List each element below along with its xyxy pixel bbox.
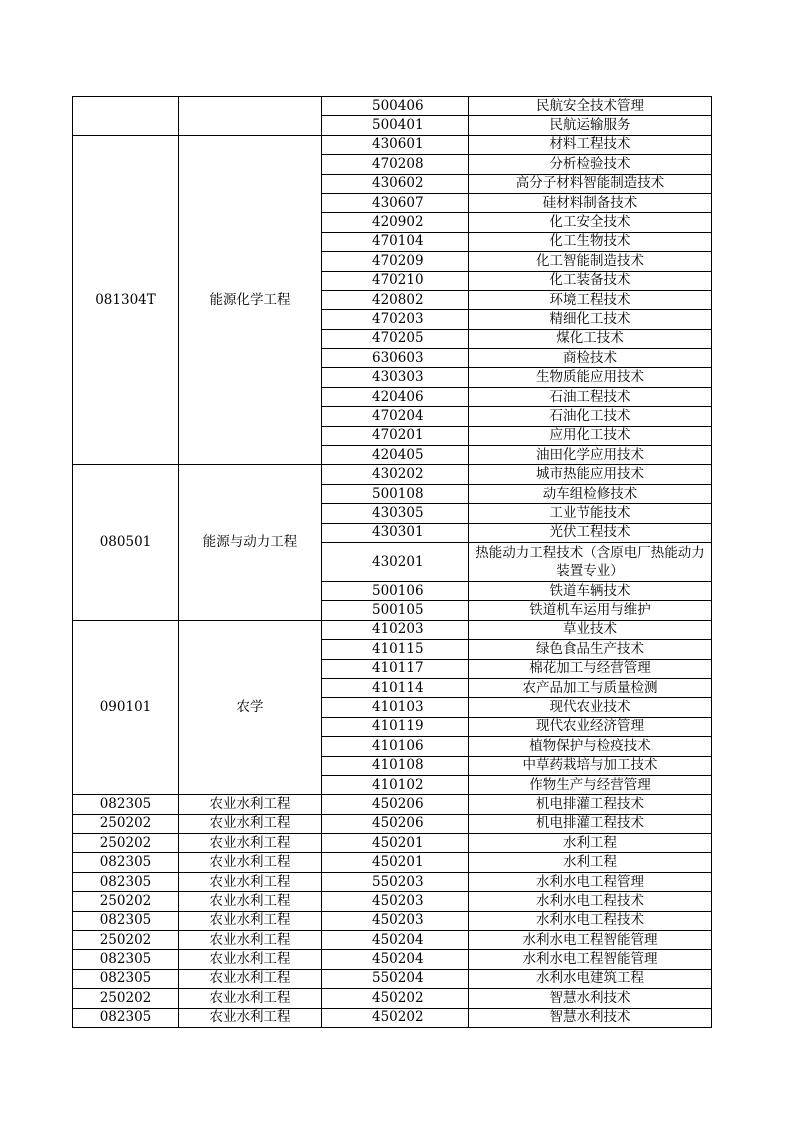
vocational-code-cell: 410119 [322,717,469,736]
vocational-major-cell: 机电排灌工程技术 [469,814,712,833]
vocational-major-cell: 材料工程技术 [469,135,712,154]
vocational-code-cell: 430202 [322,465,469,484]
undergrad-code-cell: 250202 [73,931,179,950]
vocational-major-cell: 环境工程技术 [469,290,712,309]
vocational-code-cell: 550204 [322,969,469,988]
vocational-major-cell: 中草药栽培与加工技术 [469,756,712,775]
vocational-code-cell: 470209 [322,252,469,271]
vocational-code-cell: 500406 [322,97,469,116]
vocational-major-cell: 化工装备技术 [469,271,712,290]
vocational-code-cell: 550203 [322,872,469,891]
vocational-code-cell: 470203 [322,310,469,329]
vocational-major-cell: 水利水电工程技术 [469,892,712,911]
undergrad-major-cell: 农业水利工程 [179,834,322,853]
undergrad-code-cell: 081304T [73,135,179,465]
vocational-major-cell: 机电排灌工程技术 [469,795,712,814]
undergrad-major-cell: 农业水利工程 [179,989,322,1008]
undergrad-major-cell: 农业水利工程 [179,853,322,872]
vocational-major-cell: 硅材料制备技术 [469,193,712,212]
undergrad-major-cell: 能源化学工程 [179,135,322,465]
vocational-code-cell: 500106 [322,581,469,600]
undergrad-code-cell: 250202 [73,989,179,1008]
vocational-major-cell: 精细化工技术 [469,310,712,329]
undergrad-code-cell [73,97,179,136]
vocational-major-cell: 民航安全技术管理 [469,97,712,116]
table-row [73,892,712,911]
undergrad-major-cell [179,97,322,136]
undergrad-code-cell: 090101 [73,620,179,795]
vocational-code-cell: 450206 [322,795,469,814]
vocational-major-cell: 动车组检修技术 [469,484,712,503]
undergrad-major-cell: 能源与动力工程 [179,465,322,620]
vocational-code-cell: 470201 [322,426,469,445]
undergrad-code-cell: 250202 [73,814,179,833]
vocational-code-cell: 410114 [322,678,469,697]
vocational-major-cell: 石油工程技术 [469,387,712,406]
table-row [73,465,712,484]
undergrad-major-cell: 农业水利工程 [179,911,322,930]
table-row [73,931,712,950]
table-row [73,795,712,814]
vocational-major-cell: 化工生物技术 [469,232,712,251]
table-row [73,853,712,872]
vocational-code-cell: 470204 [322,407,469,426]
vocational-code-cell: 410115 [322,640,469,659]
table-row [73,620,712,639]
undergrad-code-cell: 082305 [73,795,179,814]
vocational-code-cell: 420405 [322,446,469,465]
vocational-code-cell: 470208 [322,155,469,174]
vocational-code-cell: 420802 [322,290,469,309]
vocational-code-cell: 470205 [322,329,469,348]
vocational-major-cell: 热能动力工程技术（含原电厂热能动力装置专业） [469,542,712,581]
vocational-major-cell: 水利工程 [469,834,712,853]
vocational-major-cell: 水利水电建筑工程 [469,969,712,988]
undergrad-code-cell: 082305 [73,1008,179,1027]
vocational-major-cell: 现代农业经济管理 [469,717,712,736]
vocational-code-cell: 450204 [322,931,469,950]
vocational-major-cell: 现代农业技术 [469,698,712,717]
vocational-major-cell: 铁道车辆技术 [469,581,712,600]
undergrad-major-cell: 农业水利工程 [179,814,322,833]
vocational-code-cell: 430201 [322,542,469,581]
vocational-major-cell: 城市热能应用技术 [469,465,712,484]
vocational-code-cell: 410102 [322,775,469,794]
table-row [73,97,712,116]
undergrad-major-cell: 农业水利工程 [179,872,322,891]
vocational-code-cell: 420902 [322,213,469,232]
vocational-code-cell: 410203 [322,620,469,639]
vocational-major-cell: 工业节能技术 [469,504,712,523]
vocational-code-cell: 500108 [322,484,469,503]
undergrad-code-cell: 082305 [73,969,179,988]
vocational-major-cell: 棉花加工与经营管理 [469,659,712,678]
vocational-major-cell: 智慧水利技术 [469,989,712,1008]
vocational-code-cell: 450203 [322,892,469,911]
vocational-code-cell: 430602 [322,174,469,193]
vocational-major-cell: 绿色食品生产技术 [469,640,712,659]
vocational-major-cell: 植物保护与检疫技术 [469,737,712,756]
vocational-code-cell: 430303 [322,368,469,387]
undergrad-major-cell: 农业水利工程 [179,795,322,814]
vocational-code-cell: 430607 [322,193,469,212]
vocational-major-cell: 应用化工技术 [469,426,712,445]
undergrad-code-cell: 082305 [73,872,179,891]
vocational-code-cell: 410106 [322,737,469,756]
vocational-code-cell: 450201 [322,853,469,872]
undergrad-code-cell: 082305 [73,911,179,930]
undergrad-code-cell: 250202 [73,834,179,853]
vocational-code-cell: 420406 [322,387,469,406]
vocational-code-cell: 630603 [322,349,469,368]
table-row [73,911,712,930]
vocational-code-cell: 450203 [322,911,469,930]
vocational-major-cell: 水利水电工程智能管理 [469,950,712,969]
undergrad-code-cell: 250202 [73,892,179,911]
vocational-major-cell: 高分子材料智能制造技术 [469,174,712,193]
table-row [73,989,712,1008]
vocational-code-cell: 450201 [322,834,469,853]
vocational-code-cell: 470210 [322,271,469,290]
table-row [73,1008,712,1027]
undergrad-major-cell: 农业水利工程 [179,950,322,969]
vocational-code-cell: 500105 [322,601,469,620]
vocational-code-cell: 430301 [322,523,469,542]
vocational-major-cell: 石油化工技术 [469,407,712,426]
undergrad-major-cell: 农业水利工程 [179,1008,322,1027]
vocational-code-cell: 450204 [322,950,469,969]
vocational-code-cell: 430305 [322,504,469,523]
major-mapping-table [72,96,712,1028]
vocational-major-cell: 油田化学应用技术 [469,446,712,465]
vocational-code-cell: 500401 [322,116,469,135]
vocational-major-cell: 作物生产与经营管理 [469,775,712,794]
vocational-major-cell: 水利水电工程技术 [469,911,712,930]
vocational-major-cell: 水利水电工程智能管理 [469,931,712,950]
undergrad-major-cell: 农业水利工程 [179,892,322,911]
vocational-major-cell: 生物质能应用技术 [469,368,712,387]
undergrad-major-cell: 农业水利工程 [179,931,322,950]
table-row [73,814,712,833]
vocational-code-cell: 430601 [322,135,469,154]
vocational-code-cell: 450202 [322,989,469,1008]
vocational-code-cell: 450206 [322,814,469,833]
undergrad-major-cell: 农业水利工程 [179,969,322,988]
vocational-major-cell: 水利工程 [469,853,712,872]
vocational-major-cell: 煤化工技术 [469,329,712,348]
table-row [73,135,712,154]
vocational-code-cell: 470104 [322,232,469,251]
table-row [73,950,712,969]
vocational-major-cell: 民航运输服务 [469,116,712,135]
table-row [73,872,712,891]
vocational-major-cell: 商检技术 [469,349,712,368]
vocational-major-cell: 化工智能制造技术 [469,252,712,271]
undergrad-code-cell: 082305 [73,950,179,969]
vocational-major-cell: 化工安全技术 [469,213,712,232]
vocational-major-cell: 农产品加工与质量检测 [469,678,712,697]
vocational-major-cell: 智慧水利技术 [469,1008,712,1027]
table-row [73,834,712,853]
vocational-code-cell: 410108 [322,756,469,775]
vocational-code-cell: 450202 [322,1008,469,1027]
vocational-major-cell: 水利水电工程管理 [469,872,712,891]
undergrad-code-cell: 080501 [73,465,179,620]
vocational-code-cell: 410117 [322,659,469,678]
undergrad-code-cell: 082305 [73,853,179,872]
table-row [73,969,712,988]
table-body [73,97,712,1028]
vocational-major-cell: 光伏工程技术 [469,523,712,542]
vocational-major-cell: 分析检验技术 [469,155,712,174]
undergrad-major-cell: 农学 [179,620,322,795]
vocational-major-cell: 铁道机车运用与维护 [469,601,712,620]
vocational-code-cell: 410103 [322,698,469,717]
vocational-major-cell: 草业技术 [469,620,712,639]
